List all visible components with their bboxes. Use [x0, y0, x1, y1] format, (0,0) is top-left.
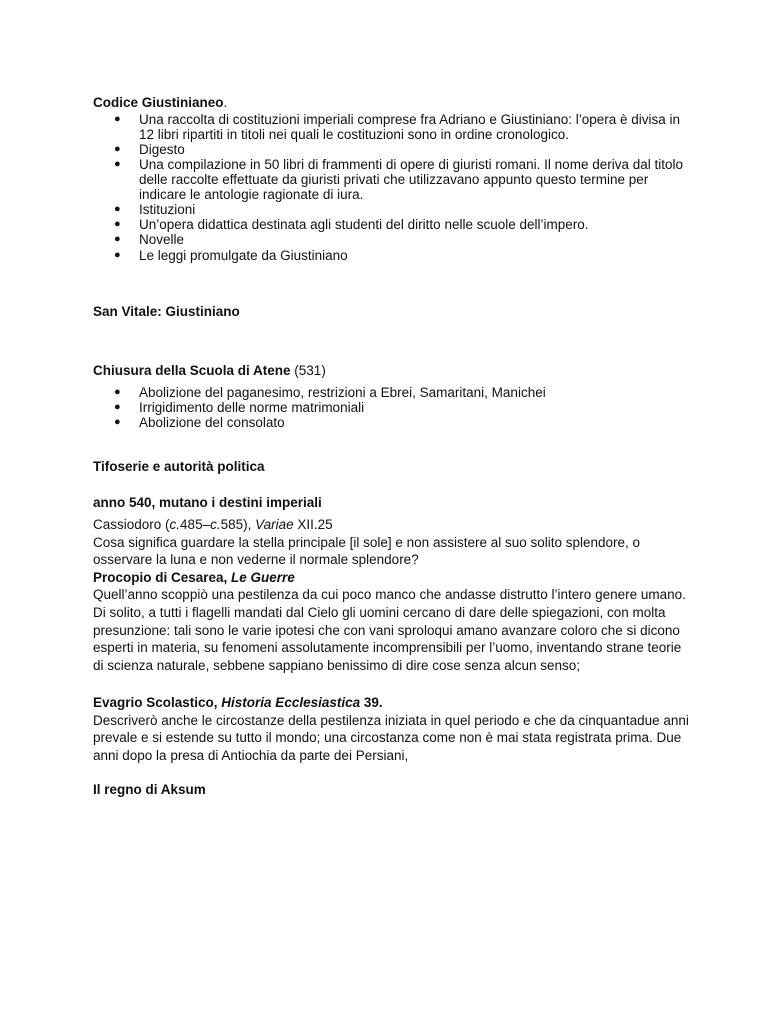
list-item: ● Abolizione del paganesimo, restrizioni a Ebrei, Samaritani, Manichei: [93, 385, 693, 400]
heading-tifoserie: Tifoserie e autorità politica: [93, 459, 265, 474]
list-item: ● Abolizione del consolato: [93, 415, 693, 430]
cassiodoro-text: Cosa significa guardare la stella principale [il sole] e non assistere al suo solito splendore, o osservare la luna e non vederne il normale splendore?: [93, 534, 641, 568]
list-item: ● Digesto: [93, 142, 693, 157]
heading-chiusura: Chiusura della Scuola di Atene (531): [93, 363, 326, 378]
list-chiusura: [93, 385, 693, 430]
section-chiusura: [93, 363, 693, 430]
list-item: ● Una compilazione in 50 libri di frammenti di opere di giuristi romani. Il nome deriva dal titolo delle raccolte effettuate da giuristi privati che utilizzavano appunto questo termine per indicare le antologie ragionate di iura.: [93, 157, 693, 202]
procopio-text: Quell’anno scoppiò una pestilenza da cui poco manco che andasse distrutto l’intero genere umano. Di solito, a tutti i flagelli mandati dal Cielo gli uomini cercano di dare delle spiegazioni, con molta presunzione: tali sono le varie ipotesi che con vani sproloqui amano avanzare coloro che si dicono esperti in materia, su fenomeni assolutamente incomprensibili per l’uomo, inventando strane teorie di scienza naturale, sebbene sappiano benissimo di dire cose senza alcun senso;: [93, 587, 686, 673]
evagrio-text: Descriverò anche le circostanze della pestilenza iniziata in quel periodo e che da cinquantadue anni prevale e si estende su tutto il mondo; una circostanza come non è mai stata registrata prima. Due anni dopo la presa di Antiochia da parte dei Persiani,: [93, 712, 689, 763]
procopio-citation: Procopio di Cesarea, Le Guerre: [93, 569, 295, 585]
heading-san-vitale: San Vitale: Giustiniano: [93, 304, 240, 319]
list-item: ● Novelle: [93, 232, 693, 247]
list-codice: [93, 112, 693, 263]
list-item: ● Una raccolta di costituzioni imperiali comprese fra Adriano e Giustiniano: l’opera è divisa in 12 libri ripartiti in titoli nei quali le costituzioni sono in ordine cronologico.: [93, 112, 693, 142]
heading-anno-540: anno 540, mutano i destini imperiali: [93, 495, 322, 510]
heading-aksum: Il regno di Aksum: [93, 782, 206, 797]
list-item: ● Istituzioni: [93, 202, 693, 217]
list-item: ● Irrigidimento delle norme matrimoniali: [93, 400, 693, 415]
section-codice: [93, 95, 693, 263]
heading-codice: Codice Giustinianeo.: [93, 95, 228, 110]
list-item: ● Le leggi promulgate da Giustiniano: [93, 248, 693, 263]
list-item: ● Un’opera didattica destinata agli studenti del diritto nelle scuole dell’impero.: [93, 217, 693, 232]
evagrio-citation: Evagrio Scolastico, Historia Ecclesiastica 39.: [93, 695, 383, 710]
cassiodoro-citation: Cassiodoro (c.485–c.585), Variae XII.25: [93, 517, 333, 532]
